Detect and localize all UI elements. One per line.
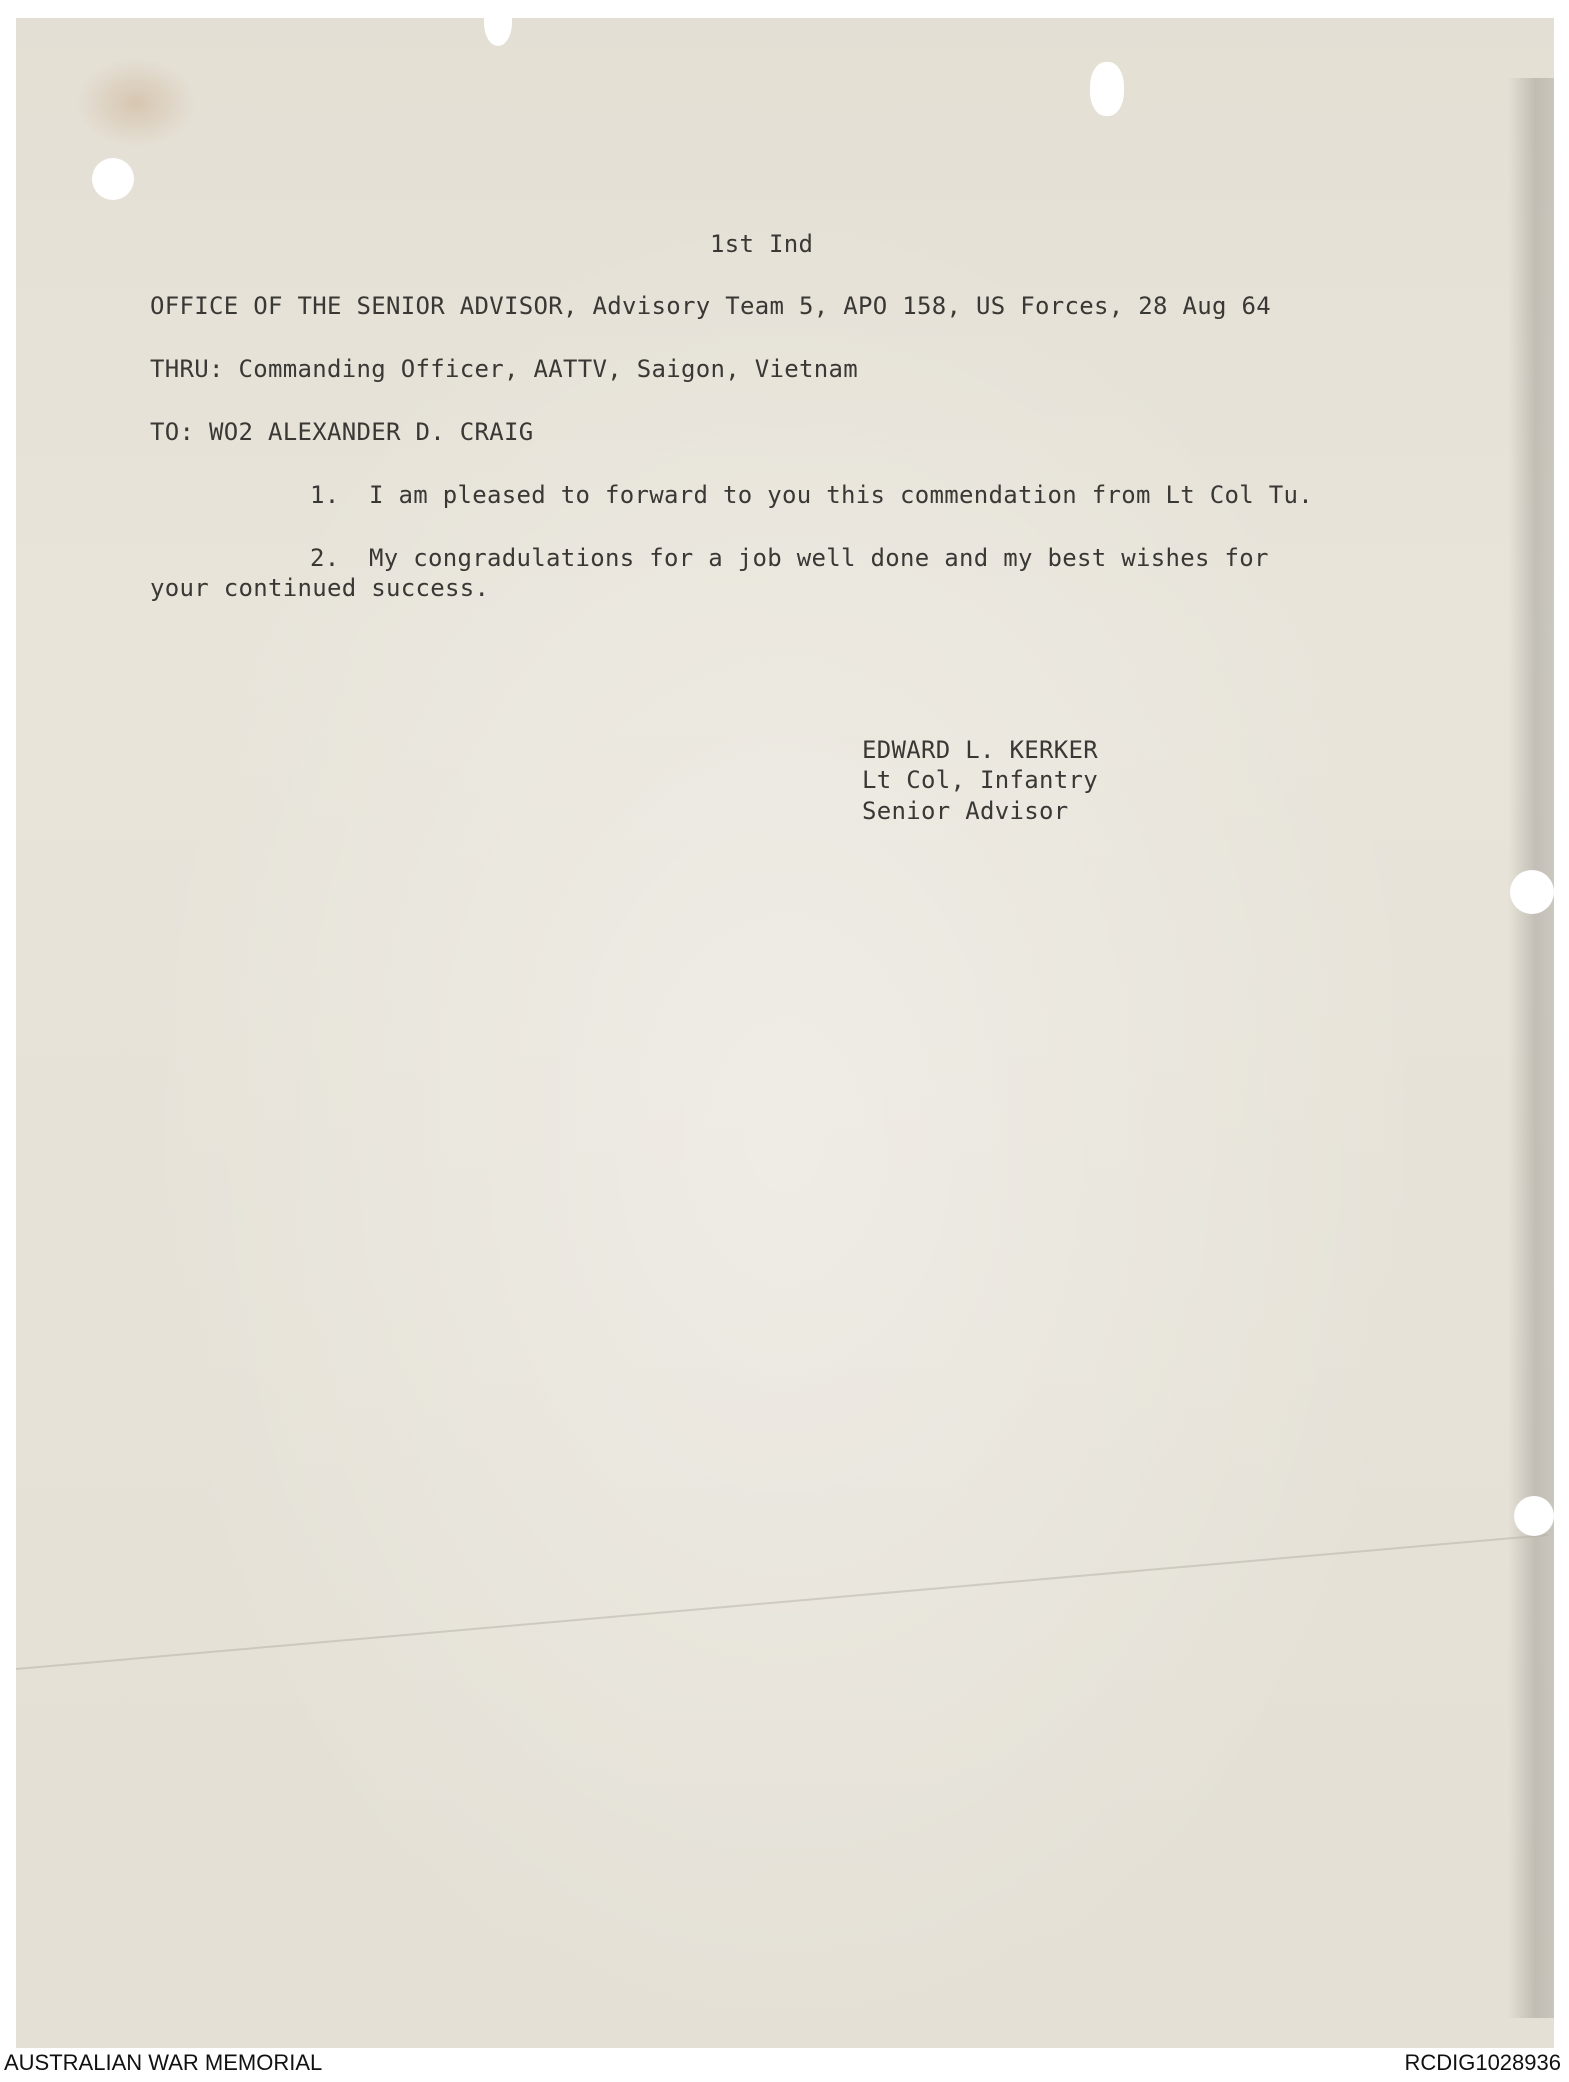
paragraph-1: 1. I am pleased to forward to you this commendation from Lt Col Tu. (310, 481, 1313, 509)
to-line: TO: WO2 ALEXANDER D. CRAIG (150, 418, 534, 446)
paper-stain (76, 58, 196, 148)
paragraph-2: 2. My congradulations for a job well done and my best wishes for (310, 544, 1269, 572)
indorsement-heading: 1st Ind (710, 230, 814, 258)
signature-rank: Lt Col, Infantry (862, 766, 1098, 794)
thru-line: THRU: Commanding Officer, AATTV, Saigon, Vietnam (150, 355, 858, 383)
footer-institution: AUSTRALIAN WAR MEMORIAL (4, 2050, 323, 2075)
punch-hole (1090, 62, 1124, 116)
from-line: OFFICE OF THE SENIOR ADVISOR, Advisory Team 5, APO 158, US Forces, 28 Aug 64 (150, 292, 1271, 320)
paper-crease (16, 1534, 1548, 1670)
paper-sheet (16, 18, 1554, 2048)
footer-record-id: RCDIG1028936 (1404, 2050, 1561, 2075)
paragraph-2-continued: your continued success. (150, 574, 490, 602)
paper-edge-shadow (1508, 78, 1554, 2018)
punch-hole (1514, 1496, 1554, 1536)
punch-hole (92, 158, 134, 200)
signature-name: EDWARD L. KERKER (862, 736, 1098, 764)
punch-hole (1510, 870, 1554, 914)
signature-title: Senior Advisor (862, 797, 1069, 825)
paper-tear-notch (484, 0, 512, 46)
